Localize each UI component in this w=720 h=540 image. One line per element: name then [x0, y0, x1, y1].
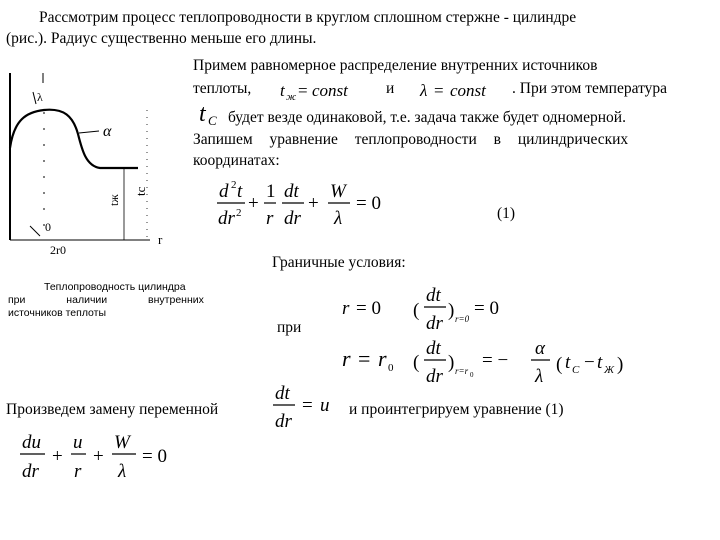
svg-text:dt: dt — [426, 285, 441, 306]
assume-line-1: Примем равномерное распределение внутренних источников — [193, 57, 598, 74]
svg-text:W: W — [330, 181, 346, 202]
svg-text:= 0: = 0 — [474, 298, 499, 319]
svg-text:2: 2 — [236, 207, 242, 219]
svg-text:(: ( — [413, 300, 420, 321]
svg-text:= 0: = 0 — [356, 193, 381, 214]
svg-text:C: C — [208, 113, 217, 128]
svg-text:λ: λ — [420, 81, 428, 100]
formula-tc — [199, 101, 217, 128]
svg-text:dr: dr — [426, 366, 443, 387]
svg-text:const: const — [312, 81, 348, 100]
svg-text:W: W — [114, 432, 130, 453]
intro-line-1: Рассмотрим процесс теплопроводности в круглом сплошном стержне - цилиндре — [39, 9, 577, 26]
fig-label-tz: tж — [107, 194, 121, 206]
svg-text:r: r — [74, 461, 82, 482]
svg-text:1: 1 — [266, 181, 276, 202]
svg-text:u: u — [320, 395, 330, 416]
svg-text:=: = — [298, 81, 308, 100]
svg-text:r: r — [342, 346, 351, 371]
substitution-text-a: Произведем замену переменной — [6, 401, 219, 418]
svg-text:2: 2 — [231, 179, 237, 191]
svg-text:+: + — [93, 446, 104, 467]
formula-tz-const — [280, 81, 349, 103]
svg-text:+: + — [248, 193, 259, 214]
svg-text:λ: λ — [334, 208, 343, 229]
figure-caption-3: источников теплоты — [8, 307, 107, 319]
svg-text:α: α — [535, 338, 545, 359]
svg-text:t: t — [199, 101, 206, 127]
svg-text:r: r — [266, 208, 274, 229]
fig-label-lambda: λ — [37, 90, 43, 104]
svg-text:dr: dr — [284, 208, 301, 229]
svg-text:r: r — [342, 298, 350, 319]
svg-text:C: C — [572, 364, 580, 376]
assume-line-4-text: Запишем уравнение теплопроводности в цилиндрических — [193, 131, 629, 148]
assume-line-3: будет везде одинаковой, т.е. задача также будет одномерной. — [228, 109, 626, 126]
svg-text:Ж: Ж — [604, 364, 615, 376]
svg-text:=: = — [302, 395, 313, 416]
pri-label: при — [277, 319, 302, 336]
svg-text:dt: dt — [275, 383, 290, 404]
boundary-title: Граничные условия: — [272, 254, 406, 271]
substitution-text-b: и проинтегрируем уравнение (1) — [349, 401, 564, 418]
formula-boundary-1 — [342, 285, 499, 334]
svg-text:(: ( — [413, 352, 420, 373]
equation-number: (1) — [497, 205, 516, 222]
svg-text:t: t — [565, 352, 571, 373]
svg-text:): ) — [448, 352, 455, 373]
svg-text:): ) — [617, 354, 624, 375]
svg-text:= 0: = 0 — [142, 446, 167, 467]
formula-transformed — [20, 432, 167, 482]
svg-text:+: + — [308, 193, 319, 214]
formula-heat-equation — [217, 179, 381, 229]
svg-text:du: du — [22, 432, 41, 453]
svg-text:0: 0 — [388, 362, 394, 374]
svg-text:r=0: r=0 — [455, 314, 470, 324]
figure-caption-1: Теплопроводность цилиндра — [44, 281, 186, 293]
formula-boundary-2 — [342, 338, 623, 387]
figure-caption-2-text: при наличии внутренних — [8, 294, 204, 306]
fig-label-tc: tc — [133, 186, 148, 196]
fig-label-2r0: 2r0 — [50, 243, 66, 257]
assume-line-5: координатах: — [193, 152, 280, 169]
svg-text:ж: ж — [286, 91, 297, 103]
assume-line-2a: теплоты, — [193, 80, 252, 97]
svg-text:dr: dr — [218, 208, 235, 229]
svg-text:r: r — [378, 346, 387, 371]
svg-text:t: t — [237, 181, 243, 202]
cylinder-figure — [10, 73, 150, 240]
lambda-hatch-1 — [33, 92, 36, 104]
svg-text:dr: dr — [22, 461, 39, 482]
svg-text:dr: dr — [426, 313, 443, 334]
svg-text:= 0: = 0 — [356, 298, 381, 319]
formula-substitution — [273, 383, 330, 432]
svg-text:d: d — [219, 181, 229, 202]
svg-text:−: − — [584, 352, 595, 373]
lambda-hatch-2 — [30, 226, 40, 236]
svg-text:dr: dr — [275, 411, 292, 432]
alpha-pointer — [79, 131, 99, 133]
svg-text:): ) — [448, 300, 455, 321]
svg-text:+: + — [52, 446, 63, 467]
svg-text:λ: λ — [118, 461, 127, 482]
fig-label-zero: 0 — [45, 220, 51, 234]
fig-label-r: r — [158, 232, 163, 247]
formula-lambda-const — [419, 81, 487, 100]
intro-line-2: (рис.). Радиус существенно меньше его длины. — [6, 30, 317, 47]
svg-text:0: 0 — [470, 371, 474, 379]
svg-text:=: = — [434, 81, 444, 100]
svg-text:const: const — [450, 81, 486, 100]
svg-text:(: ( — [556, 354, 563, 375]
svg-text:dt: dt — [284, 181, 299, 202]
svg-text:t: t — [597, 352, 603, 373]
svg-text:=: = — [358, 346, 371, 371]
fig-label-alpha: α — [103, 123, 112, 140]
svg-text:t: t — [280, 81, 285, 100]
svg-text:u: u — [73, 432, 83, 453]
assume-line-2b: . При этом температура — [512, 80, 668, 97]
assume-line-2-and: и — [386, 80, 395, 97]
svg-text:= −: = − — [482, 350, 509, 371]
svg-text:λ: λ — [535, 366, 544, 387]
temperature-curve — [10, 110, 138, 168]
svg-text:r=r: r=r — [455, 366, 469, 376]
svg-text:dt: dt — [426, 338, 441, 359]
